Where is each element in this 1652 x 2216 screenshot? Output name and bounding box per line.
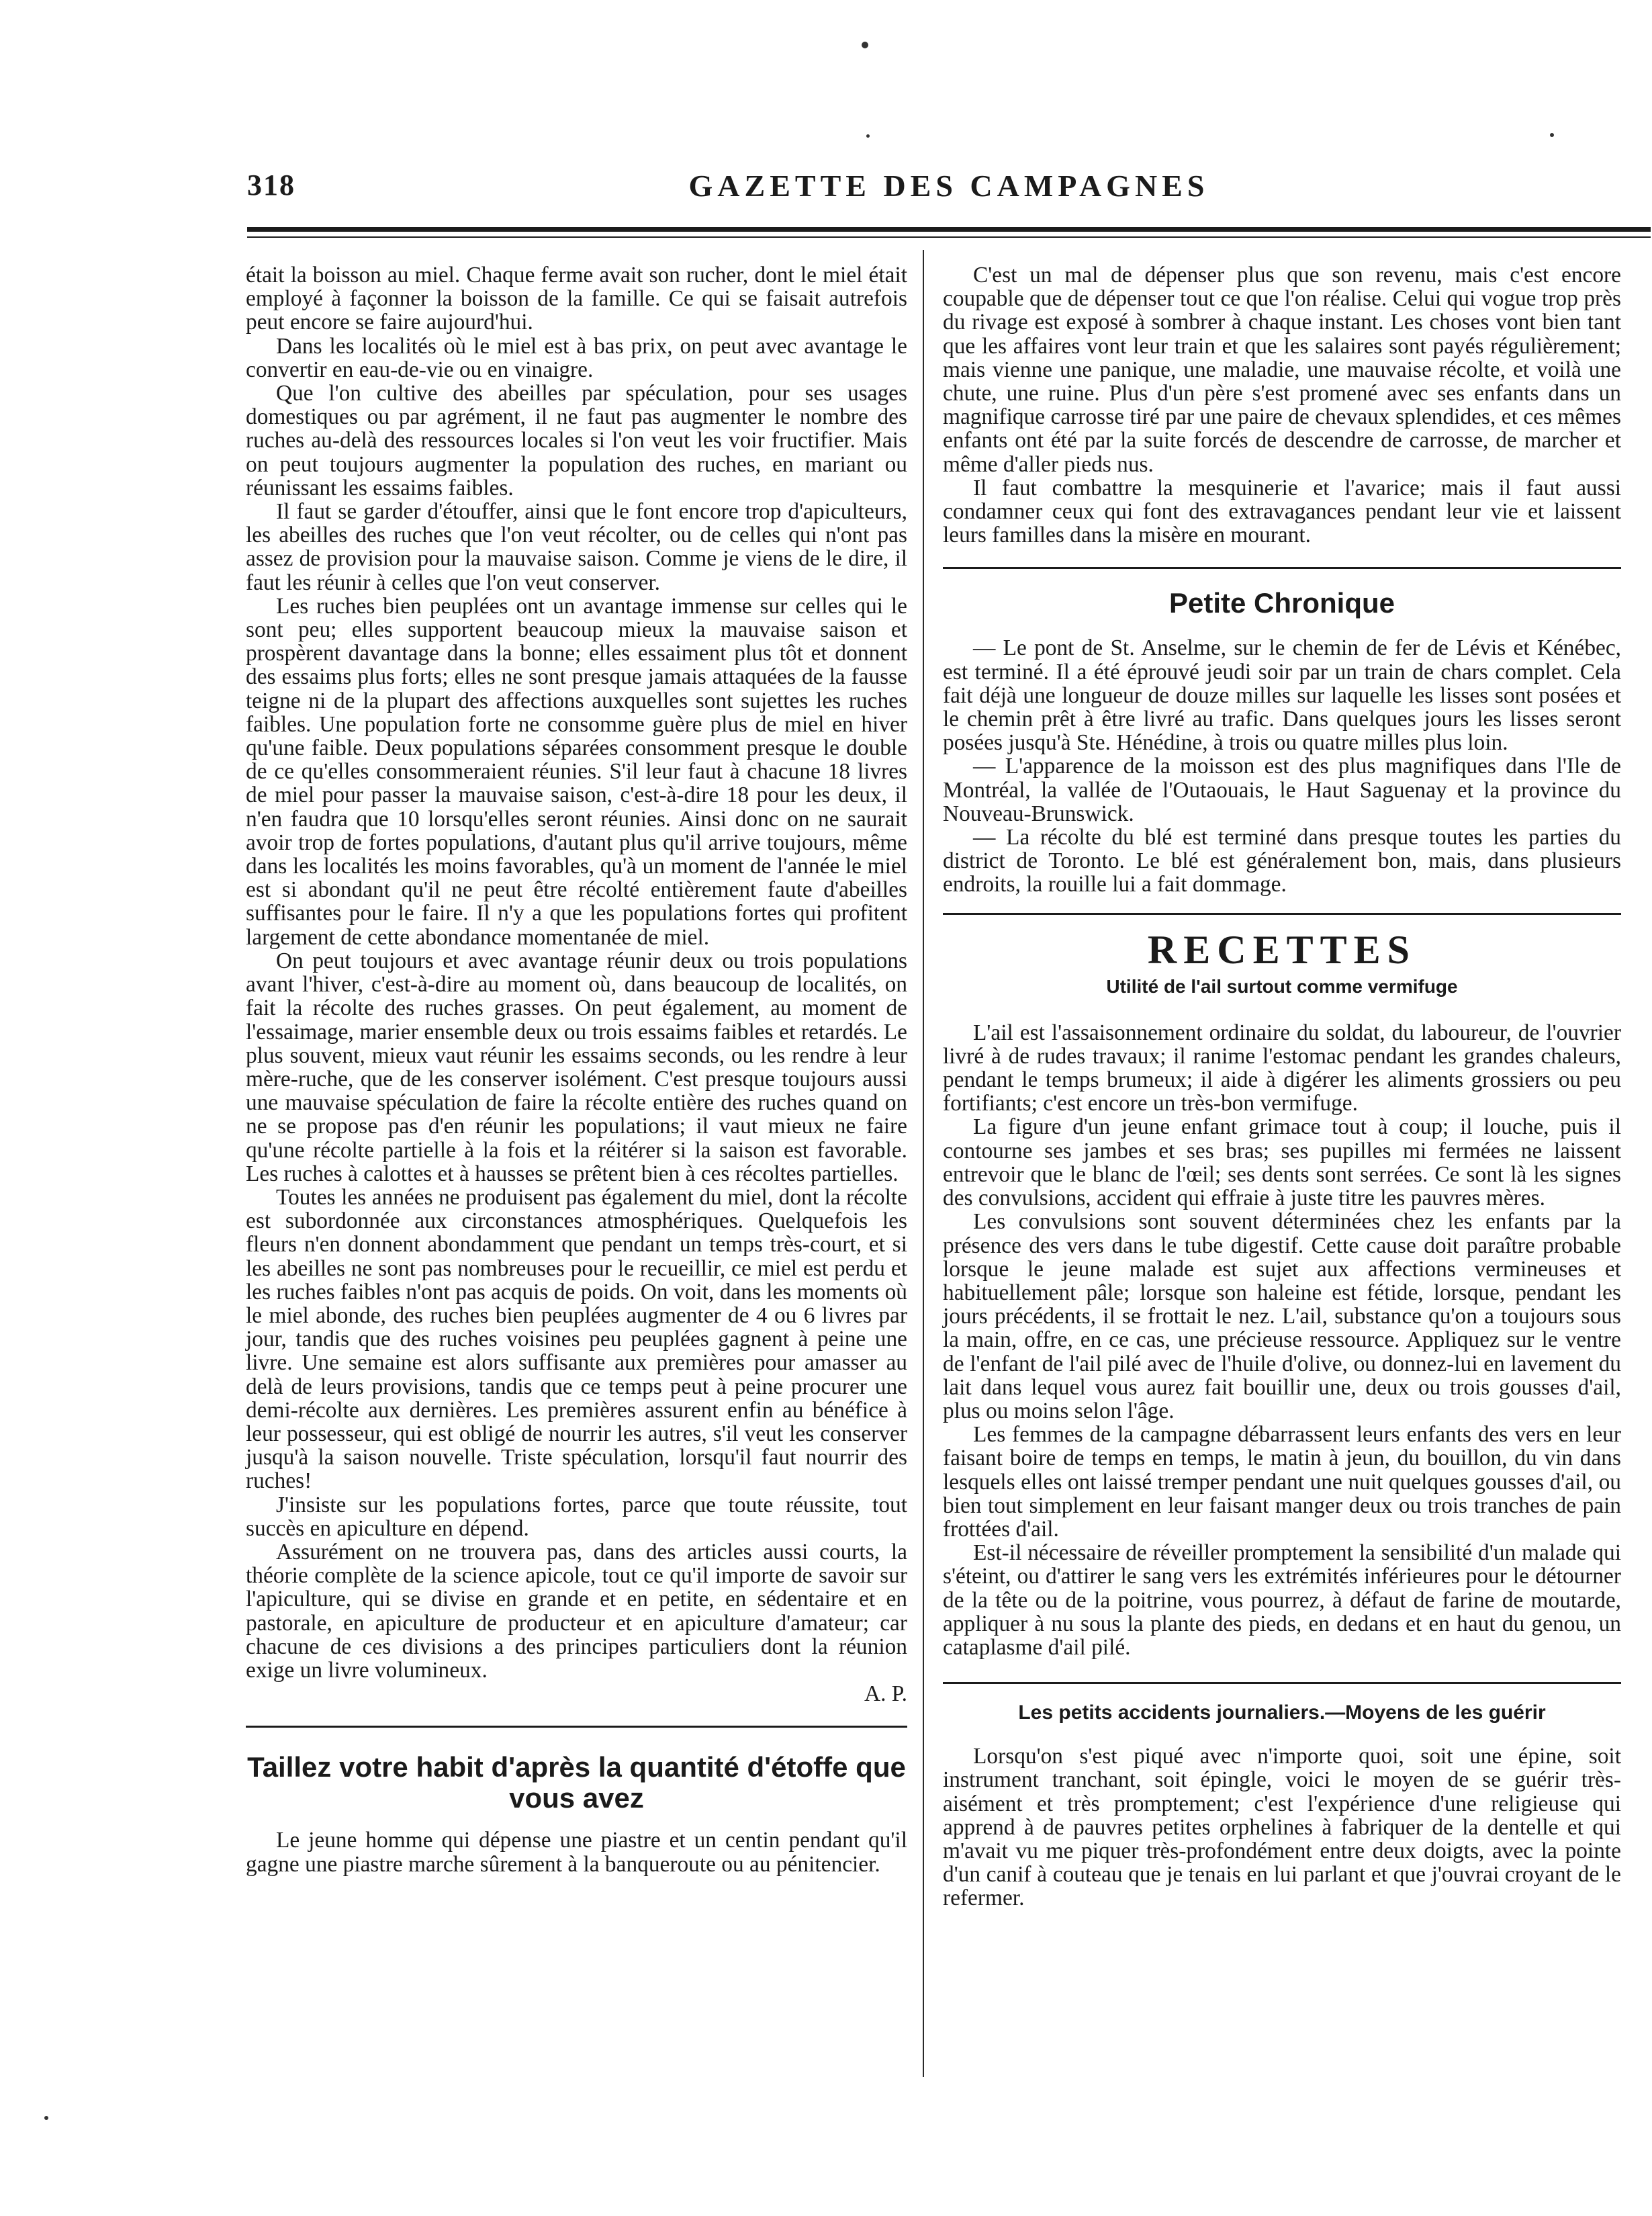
right-column <box>943 263 1621 1910</box>
recette-paragraph: Est-il nécessaire de réveiller promptement la sensibilité d'un malade qui s'éteint, ou d'attirer le sang vers les extrémités inférieures pour le détourner de la tête ou de la poitrine, vous pourrez, à défaut de farine de moutarde, appliquer à nu sous la plante des pieds, en dedans et en haut du genou, un cataplasme d'ail pilé. <box>943 1540 1621 1660</box>
chronique-item: — Le pont de St. Anselme, sur le chemin de fer de Lévis et Kénébec, est terminé. Il a été éprouvé jeudi soir par un train de chars complet. Cela fait déjà une longueur de douze milles sur laquelle les lisses sont posées et le chemin prêt à être livré au trafic. Dans quelques jours les lisses seront posées jusqu'à Ste. Hénédine, à trois ou quatre milles plus loin. <box>943 635 1621 756</box>
page-number: 318 <box>247 169 295 202</box>
header-rule-thick <box>247 227 1651 232</box>
article-paragraph: J'insiste sur les populations fortes, parce que toute réussite, tout succès en apiculture en dépend. <box>246 1492 907 1541</box>
article-paragraph: C'est un mal de dépenser plus que son revenu, mais c'est encore coupable que de dépenser tout ce que l'on réalise. Celui qui vogue trop près du rivage est exposé à sombrer à chaque instant. Les choses vont bien tant que les affaires vont leur train et que les salaires sont payés régulièrement; mais vienne une panique, une maladie, une mauvaise récolte, et voilà une chute, une ruine. Plus d'un père s'est promené avec ses enfants dans un magnifique carrosse tiré par une paire de chevaux splendides, et ces mêmes enfants ont été par la suite forcés de descendre de carrosse, de marcher et même d'aller pieds nus. <box>943 263 1621 477</box>
chronique-item: — L'apparence de la moisson est des plus magnifiques dans l'Ile de Montréal, la vallée de l'Outaouais, le Haut Saguenay et la province du Nouveau-Brunswick. <box>943 754 1621 826</box>
page-header <box>247 168 1651 202</box>
article-paragraph: Le jeune homme qui dépense une piastre et un centin pendant qu'il gagne une piastre marche sûrement à la banqueroute ou au pénitencier. <box>246 1828 907 1877</box>
header-rule-thin <box>247 236 1651 238</box>
scan-speck <box>44 2116 48 2120</box>
column-divider <box>923 250 924 2077</box>
scan-speck <box>1550 133 1554 137</box>
scan-speck <box>866 134 870 138</box>
scan-speck <box>862 42 868 48</box>
article-paragraph: Il faut se garder d'étouffer, ainsi que le font encore trop d'apiculteurs, les abeilles des ruches que l'on veut récolter, ou de celles qui n'ont pas assez de provision pour la mauvaise saison. Comme je viens de le dire, il faut les réunir à celles que l'on veut conserver. <box>246 499 907 595</box>
article-paragraph: Lorsqu'on s'est piqué avec n'importe quoi, soit une épine, soit instrument tranchant, soit épingle, voici le moyen de se guérir très-aisément et très promptement; c'est l'expérience d'une religieuse qui apprend à de pauvres petites orphelines à fabriquer de la dentelle et qui m'avait vu me piquer très-profondément entre deux doigts, avec la pointe d'un canif à couteau que je tenais en lui parlant et que j'ouvrai croyant de le refermer. <box>943 1744 1621 1911</box>
recettes-subtitle: Utilité de l'ail surtout comme vermifuge <box>1106 975 1458 997</box>
left-column <box>246 263 907 1876</box>
masthead-title: GAZETTE DES CAMPAGNES <box>688 169 1209 203</box>
section-title-recettes: RECETTES <box>943 913 1621 971</box>
article-signature: A. P. <box>864 1681 907 1707</box>
article-paragraph: Dans les localités où le miel est à bas prix, on peut avec avantage le convertir en eau-de-vie ou en vinaigre. <box>246 333 907 382</box>
recette-paragraph: La figure d'un jeune enfant grimace tout à coup; il louche, puis il contourne ses jambes et ses bras; ses pupilles mi fermées ne laissent entrevoir que le blanc de l'œil; ses dents sont serrées. Ce sont là les signes des convulsions, accident qui effraie à juste titre les pauvres mères. <box>943 1114 1621 1211</box>
article-paragraph: était la boisson au miel. Chaque ferme avait son rucher, dont le miel était employé à façonner la boisson de la famille. Ce qui se faisait autrefois peut encore se faire aujourd'hui. <box>246 263 907 335</box>
section-title-chronique: Petite Chronique <box>943 567 1621 619</box>
article-paragraph: Il faut combattre la mesquinerie et l'avarice; mais il faut aussi condamner ceux qui font des extravagances pendant leur vie et laissent leurs familles dans la misère en mourant. <box>943 475 1621 548</box>
recette-paragraph: Les convulsions sont souvent déterminées chez les enfants par la présence des vers dans le tube digestif. Cette cause doit paraître probable lorsque le jeune malade est sujet aux affections vermineuses et habituellement pâle; lorsque son haleine est fétide, lorsque, pendant les jours précédents, il se frottait le nez. L'ail, substance qu'on a toujours sous la main, offre, en ce cas, une précieuse ressource. Appliquez sur le ventre de l'enfant de l'ail pilé avec de l'huile d'olive, ou donnez-lui en lavement du lait dans lequel vous aurez fait bouillir une, deux ou trois gousses d'ail, plus ou moins selon l'âge. <box>943 1209 1621 1423</box>
article-title-habit: Taillez votre habit d'après la quantité d'étoffe que vous avez <box>246 1726 907 1814</box>
chronique-item: — La récolte du blé est terminé dans presque toutes les parties du district de Toronto. Le blé est généralement bon, mais, dans plusieurs endroits, la rouille lui a fait dommage. <box>943 825 1621 897</box>
recette-paragraph: L'ail est l'assaisonnement ordinaire du soldat, du laboureur, de l'ouvrier livré à de rudes travaux; il ranime l'estomac pendant les grandes chaleurs, pendant le temps brumeux; il aide à digérer les aliments grossiers ou peu fortifiants; c'est encore un très-bon vermifuge. <box>943 1020 1621 1116</box>
article-paragraph: On peut toujours et avec avantage réunir deux ou trois populations avant l'hiver, c'est-à-dire au moment où, dans beaucoup de localités, on fait la récolte des ruches grasses. On peut également, au moment de l'essaimage, marier ensemble deux ou trois essaims faibles et retardés. Le plus souvent, mieux vaut réunir les essaims seconds, ou les rendre à leur mère-ruche, que de les conserver isolément. C'est presque toujours aussi une mauvaise spéculation de faire la récolte entière des ruches quand on ne se propose pas d'en réunir les populations; il vaut mieux ne faire qu'une récolte partielle à la fois et la réitérer si la saison est favorable. Les ruches à calottes et à hausses se prêtent bien à ces récoltes partielles. <box>246 948 907 1186</box>
recette-paragraph: Les femmes de la campagne débarrassent leurs enfants des vers en leur faisant boire de temps en temps, le matin à jeun, du bouillon, du vin dans lesquels elles ont laissé tremper pendant une nuit quelques gousses d'ail, ou bien tout simplement en leur faisant manger deux ou trois tranches de pain frottées d'ail. <box>943 1422 1621 1542</box>
article-paragraph: Que l'on cultive des abeilles par spéculation, pour ses usages domestiques ou par agrément, il ne faut pas augmenter le nombre des ruches au-delà des ressources locales si l'on veut les voir fructifier. Mais on peut toujours augmenter la population des ruches, en mariant ou réunissant les essaims faibles. <box>246 381 907 500</box>
section-title-accidents: Les petits accidents journaliers.—Moyens de les guérir <box>943 1682 1621 1724</box>
article-paragraph: Les ruches bien peuplées ont un avantage immense sur celles qui le sont peu; elles supportent beaucoup mieux la mauvaise saison et prospèrent davantage dans la bonne; elles essaiment plus tôt et donnent des essaims plus forts; elles ne sont presque jamais attaquées de la fausse teigne ni de la plupart des affections auxquelles sont sujettes les ruches faibles. Une population forte ne consomme guère plus de miel en hiver qu'une faible. Deux populations séparées consomment presque le double de ce qu'elles consommeraient réunies. S'il leur faut à chacune 18 livres de miel pour passer la mauvaise saison, c'est-à-dire 18 pour les deux, il n'en faudra que 10 lorsqu'elles seront réunies. Ainsi donc on ne saurait avoir trop de fortes populations, d'autant plus qu'il arrive toujours, même dans les localités les moins favorables, qu'à un moment de l'année le miel est si abondant qu'il ne peut être récolté entièrement faute d'abeilles suffisantes pour le faire. Il n'y a que les populations fortes qui profitent largement de cette abondance momentanée de miel. <box>246 593 907 950</box>
article-paragraph: Toutes les années ne produisent pas également du miel, dont la récolte est subordonnée aux circonstances atmosphériques. Quelquefois les fleurs n'en donnent abondamment que pendant un temps très-court, et si les abeilles ne sont pas nombreuses pour le recueillir, ce miel est perdu et les ruches faibles n'ont pas acquis de poids. On voit, dans les moments où le miel abonde, des ruches bien peuplées augmenter de 4 ou 6 livres par jour, tandis que des ruches voisines peu peuplées gagnent à peine une livre. Une semaine est alors suffisante aux premières pour amasser au delà de leurs provisions, tandis que ce temps peut à peine procurer une demi-récolte aux dernières. Les premières assurent enfin au bénéfice à leur possesseur, qui est obligé de nourrir les autres, s'il veut les conserver jusqu'à la saison nouvelle. Triste spéculation, lorsqu'il faut nourrir des ruches! <box>246 1184 907 1494</box>
article-paragraph: Assurément on ne trouvera pas, dans des articles aussi courts, la théorie complète de la science apicole, tout ce qu'il importe de savoir sur l'apiculture, qui se divise en grande et en petite, en sédentaire et en pastorale, en apiculture de producteur et en apiculture d'amateur; car chacune de ces divisions a des principes particuliers dont la réunion exige un livre volumineux. <box>246 1539 907 1683</box>
